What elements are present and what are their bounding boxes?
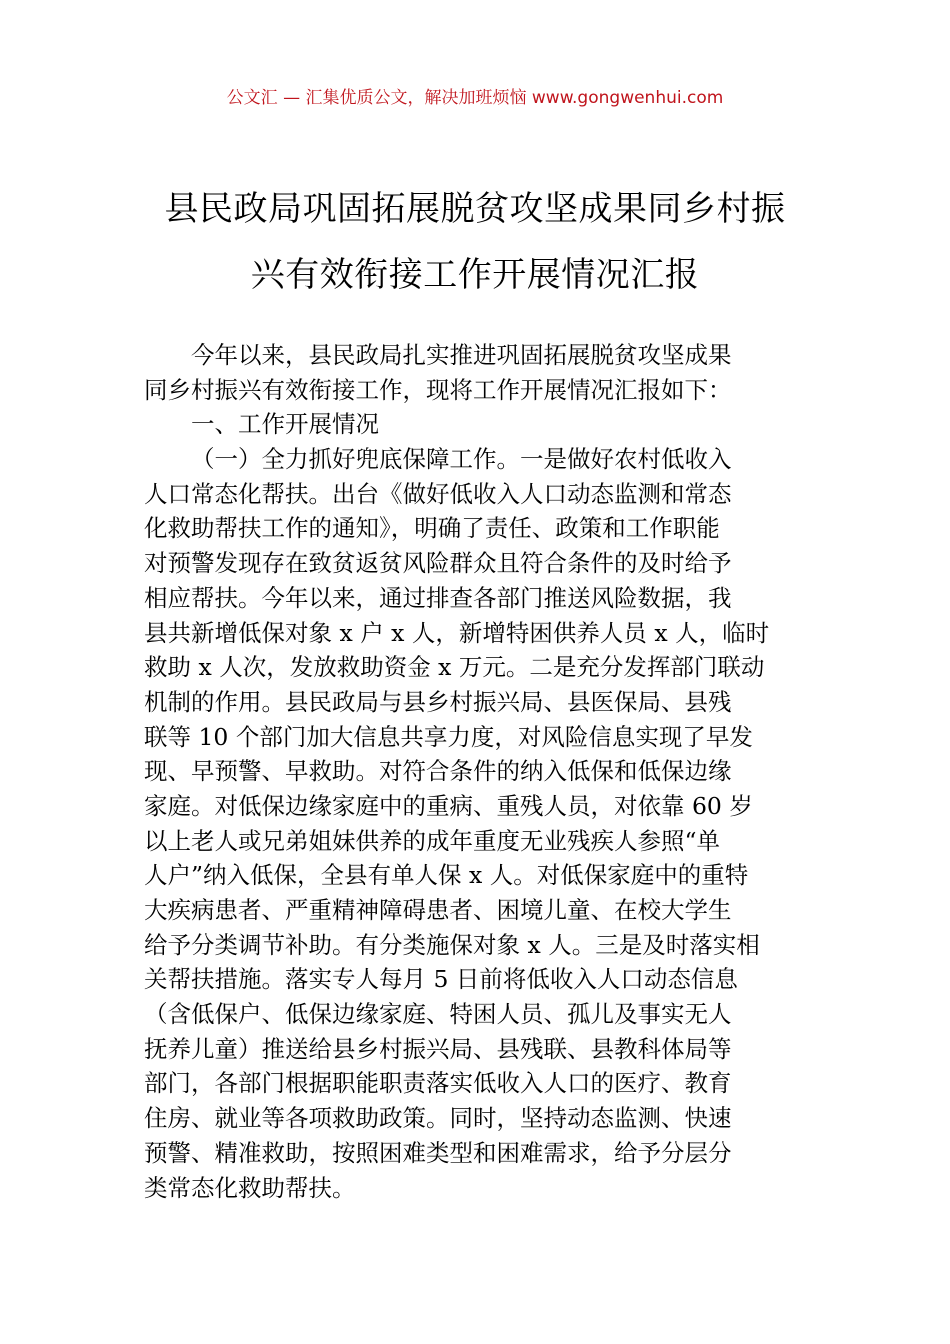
body-line-10: 救助 x 人次，发放救助资金 x 万元。二是充分发挥部门联动 [144,653,765,682]
body-line-23: 住房、就业等各项救助政策。同时，坚持动态监测、快速 [144,1104,732,1133]
body-line-6: 化救助帮扶工作的通知》，明确了责任、政策和工作职能 [144,514,720,543]
body-line-22: 部门，各部门根据职能职责落实低收入人口的医疗、教育 [144,1069,732,1098]
body-line-8: 相应帮扶。今年以来，通过排查各部门推送风险数据，我 [144,583,732,612]
body-line-20: （含低保户、低保边缘家庭、特困人员、孤儿及事实无人 [144,1000,732,1029]
body-line-15: 以上老人或兄弟姐妹供养的成年重度无业残疾人参照“单 [144,826,721,855]
section-heading: 一、工作开展情况 [191,410,379,439]
body-line-11: 机制的作用。县民政局与县乡村振兴局、县医保局、县残 [144,687,732,716]
body-line-21: 抚养儿童）推送给县乡村振兴局、县残联、县教科体局等 [144,1034,732,1063]
body-line-13: 现、早预警、早救助。对符合条件的纳入低保和低保边缘 [144,757,732,786]
title-line-2: 兴有效衔接工作开展情况汇报 [250,255,700,295]
body-line-18: 给予分类调节补助。有分类施保对象 x 人。三是及时落实相 [144,930,760,959]
body-line-14: 家庭。对低保边缘家庭中的重病、重残人员，对依靠 60 岁 [144,791,753,820]
document-body [144,338,808,1205]
body-line-5: 人口常态化帮扶。出台《做好低收入人口动态监测和常态 [144,479,732,508]
document-title [100,176,850,308]
body-line-1: 今年以来，县民政局扎实推进巩固拓展脱贫攻坚成果 [191,341,732,369]
body-line-2: 同乡村振兴有效衔接工作，现将工作开展情况汇报如下： [144,375,732,404]
body-line-24: 预警、精准救助，按照困难类型和困难需求，给予分层分 [144,1138,732,1167]
header-banner: 公文汇 — 汇集优质公文，解决加班烦恼 www.gongwenhui.com [226,88,724,108]
body-line-19: 关帮扶措施。落实专人每月 5 日前将低收入人口动态信息 [144,965,738,994]
subsection-heading: （一）全力抓好兜底保障工作。一是做好农村低收入 [191,445,732,474]
body-line-9: 县共新增低保对象 x 户 x 人，新增特困供养人员 x 人，临时 [144,618,770,647]
body-line-7: 对预警发现存在致贫返贫风险群众且符合条件的及时给予 [144,549,732,578]
body-line-12: 联等 10 个部门加大信息共享力度，对风险信息实现了早发 [144,722,753,751]
body-line-16: 人户”纳入低保，全县有单人保 x 人。对低保家庭中的重特 [144,861,749,890]
body-line-25: 类常态化救助帮扶。 [144,1173,356,1202]
title-line-1: 县民政局巩固拓展脱贫攻坚成果同乡村振 [164,189,786,229]
body-line-17: 大疾病患者、严重精神障碍患者、困境儿童、在校大学生 [144,896,732,924]
